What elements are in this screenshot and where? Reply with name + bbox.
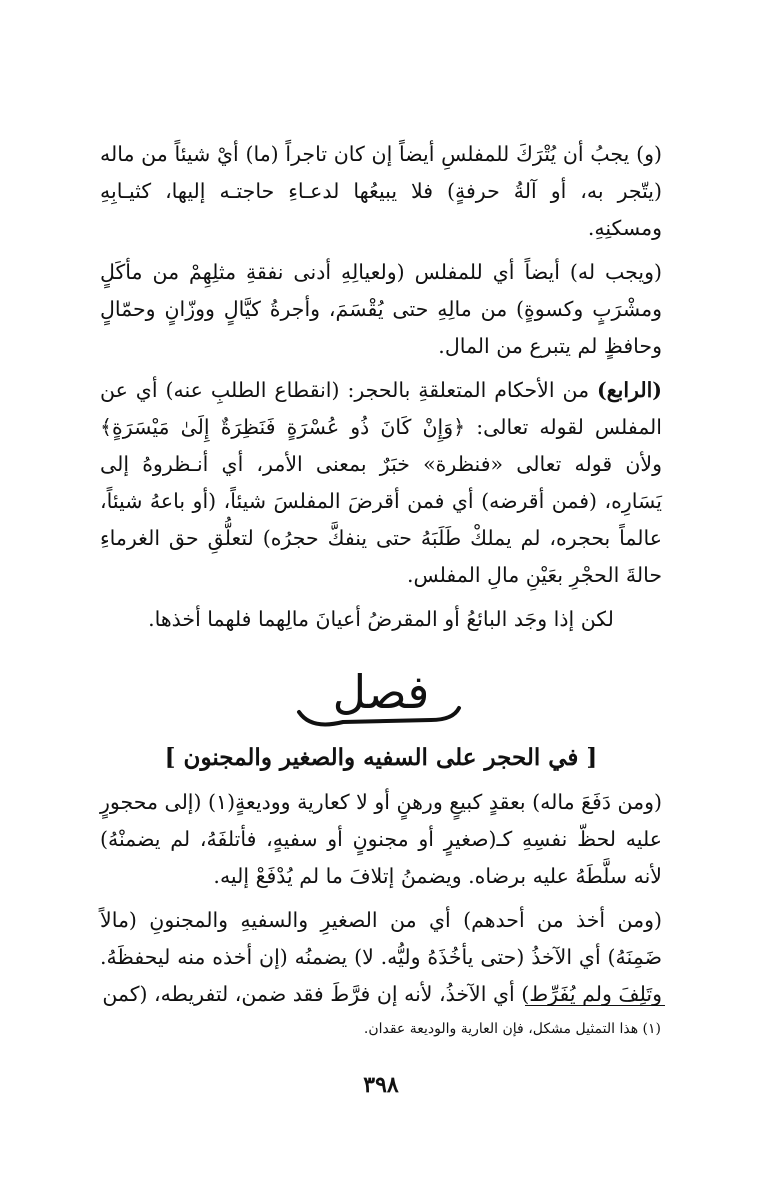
paragraph-2: (ويجب له) أيضاً أي للمفلس (ولعيالِهِ أدنى نفقةِ مثلِهِمْ من مأكَلٍ ومشْرَبٍ وكسوةٍ) من مالِهِ حتى يُقْسَمَ، وأجرةُ كيَّالٍ ووزّانٍ وحمّالٍ وحافظٍ لم يتبرع من المال. [100,260,662,358]
section-title: [ في الحجر على السفيه والصغير والمجنون ] [164,744,598,771]
paragraph-6: (ومن أخذ من أحدهم) أي من الصغيرِ والسفيهِ والمجنونِ (مالاً ضَمِنَهُ) أي الآخذُ (حتى يأخُذَهُ وليُّه. لا) يضمنُه (إن أخذه منه ليحفظَهُ. وتَلِفَ ولم يُفَرِّط) أي الآخذُ، لأنه إن فرَّطَ فقد ضمن، لتفريطه، (كمن [100,908,662,1006]
paragraph-3-label: (الرابع) [597,378,662,402]
paragraph-3 [100,372,662,594]
footnote: (١) هذا التمثيل مشكل، فإن العارية والوديعة عقدان. [363,1021,661,1037]
footnote-divider [525,1005,665,1006]
paragraph-5: (ومن دَفَعَ ماله) بعقدٍ كبيعٍ ورهنٍ أو لا كعارية ووديعةٍ(١) (إلى محجورٍ عليه لحظّ نفسِهِ كـ(صغيرٍ أو مجنونٍ أو سفيهٍ، فأتلفَهُ، لم يضمنْهُ) لأنه سلَّطَهُ عليه برضاه. ويضمنُ إتلافَ ما لم يُدْفَعْ إليه. [100,790,662,888]
page-number: ٣٩٨ [363,1072,399,1098]
paragraph-3-text: من الأحكام المتعلقةِ بالحجر: (انقطاع الطلبِ عنه) أي عن المفلس لقوله تعالى: ﴿وَإِنْ كَانَ ذُو عُسْرَةٍ فَنَظِرَةٌ إِلَىٰ مَيْسَرَةٍ﴾ ولأن قوله تعالى «فنظرة» خبَرٌ بمعنى الأمر، أي أنـظروهُ إلى يَسَارِه، (فمن أقرضه) أي فمن أقرضَ المفلسَ شيئاً، (أو باعهُ شيئاً، عالماً بحجره، لم يملكْ طَلَبَهُ حتى ينفكَّ حجرُه) لتعلُّقِ حق الغرماءِ حالةَ الحجْرِ بعَيْنِ مالِ المفلس. [100,378,662,587]
paragraph-1: (و) يجبُ أن يُتْرَكَ للمفلسِ أيضاً إن كان تاجراً (ما) أيْ شيئاً من ماله (يتّجر به، أو آلةُ حرفةٍ) فلا يبيعُها لدعـاءِ حاجتـه إليها، كثيـابِهِ ومسكنِهِ. [100,142,662,240]
fasl-calligraphy-ornament [281,656,481,736]
fasl-calligraphy-text: فصل [332,665,430,719]
paragraph-4: لكن إذا وجَد البائعُ أو المقرضُ أعيانَ مالِهما فلهما أخذها. [148,607,614,631]
page-body [100,136,662,1020]
